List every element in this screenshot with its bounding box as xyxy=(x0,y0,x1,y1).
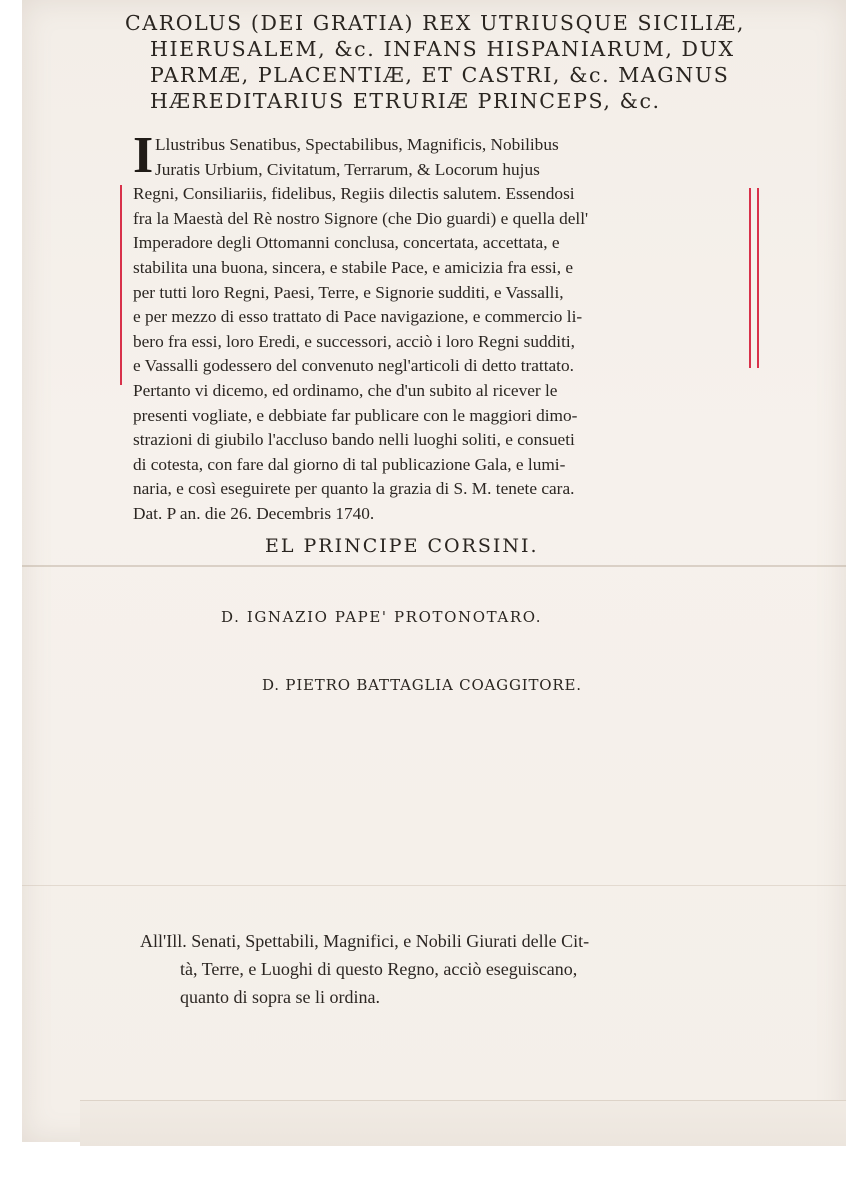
fold-line xyxy=(22,885,846,886)
address-line: quanto di sopra se li ordina. xyxy=(180,987,380,1007)
title-line: HIERUSALEM, &c. INFANS HISPANIARUM, DUX xyxy=(150,37,735,61)
body-line: fra la Maestà del Rè nostro Signore (che Dio guardi) e quella dell' xyxy=(133,208,589,228)
body-line: e per mezzo di esso trattato di Pace navigazione, e commercio li- xyxy=(133,307,583,327)
address-line: tà, Terre, e Luoghi di questo Regno, acciò eseguiscano, xyxy=(180,959,578,979)
body-line: Juratis Urbium, Civitatum, Terrarum, & Locorum hujus xyxy=(155,159,540,179)
paper-bottom-edge xyxy=(80,1100,846,1146)
body-line: per tutti loro Regni, Paesi, Terre, e Signorie sudditi, e Vassalli, xyxy=(133,282,564,302)
body-line: bero fra essi, loro Eredi, e successori, acciò i loro Regni sudditi, xyxy=(133,331,575,351)
fold-line xyxy=(22,565,846,567)
address-block xyxy=(140,927,780,1011)
body-line: presenti vogliate, e debbiate far publicare con le maggiori dimo- xyxy=(133,405,578,425)
body-line: Pertanto vi dicemo, ed ordinamo, che d'un subito al ricever le xyxy=(133,380,558,400)
body-line: Llustribus Senatibus, Spectabilibus, Magnificis, Nobilibus xyxy=(155,135,559,154)
body-line: naria, e così eseguirete per quanto la grazia di S. M. tenete cara. xyxy=(133,479,575,499)
dated-line: Dat. P an. die 26. Decembris 1740. xyxy=(133,503,375,523)
body-line: Imperadore degli Ottomanni conclusa, concertata, accettata, e xyxy=(133,233,560,253)
title-line: PARMÆ, PLACENTIÆ, ET CASTRI, &c. MAGNUS xyxy=(150,63,730,87)
body-line: stabilita una buona, sincera, e stabile Pace, e amicizia fra essi, e xyxy=(133,257,574,277)
royal-title xyxy=(125,10,790,114)
coadjutor-line: D. PIETRO BATTAGLIA COAGGITORE. xyxy=(262,676,582,694)
red-margin-rule xyxy=(120,185,122,385)
protonotary-line: D. IGNAZIO PAPE' PROTONOTARO. xyxy=(221,608,543,626)
body-line: strazioni di giubilo l'accluso bando nelli luoghi soliti, e consueti xyxy=(133,430,575,450)
decree-body xyxy=(133,127,763,527)
drop-cap-initial: I xyxy=(133,127,154,184)
body-line: di cotesta, con fare dal giorno di tal publicazione Gala, e lumi- xyxy=(133,454,566,474)
body-line: Regni, Consiliariis, fidelibus, Regiis dilectis salutem. Essendosi xyxy=(133,184,575,204)
address-line: All'Ill. Senati, Spettabili, Magnifici, e Nobili Giurati delle Cit- xyxy=(140,931,590,951)
body-line: e Vassalli godessero del convenuto negl'articoli di detto trattato. xyxy=(133,356,574,376)
title-line: HÆREDITARIUS ETRURIÆ PRINCEPS, &c. xyxy=(150,89,661,113)
signature-line: EL PRINCIPE CORSINI. xyxy=(265,535,539,557)
title-line: CAROLUS (DEI GRATIA) REX UTRIUSQUE SICILIÆ, xyxy=(125,11,746,35)
